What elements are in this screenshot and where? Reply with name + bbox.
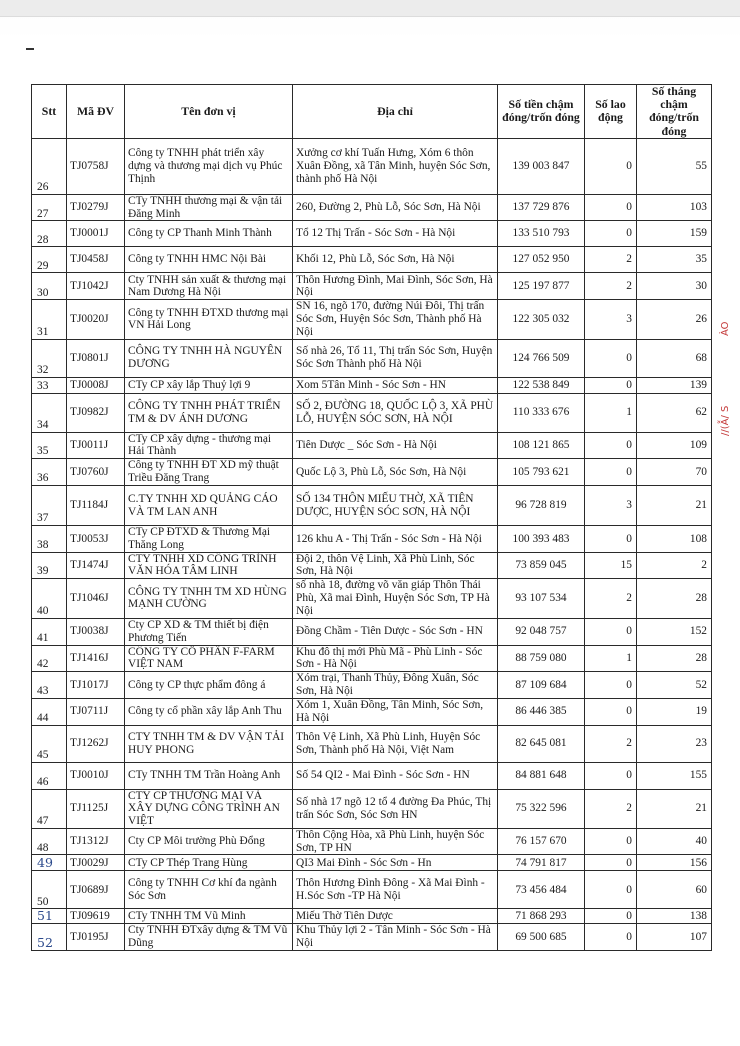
cell-name: C.TY TNHH XD QUẢNG CÁO VÀ TM LAN ANH	[125, 486, 293, 526]
cell-amount: 122 305 032	[498, 300, 585, 339]
cell-amount: 110 333 676	[498, 393, 585, 432]
cell-workers: 0	[585, 618, 637, 645]
cell-amount: 108 121 865	[498, 432, 585, 459]
cell-amount: 87 109 684	[498, 672, 585, 699]
cell-months: 103	[637, 194, 712, 221]
cell-code: TJ1046J	[67, 579, 125, 618]
cell-code: TJ0758J	[67, 138, 125, 194]
cell-name: CÔNG TY TNHH HÀ NGUYÊN DƯƠNG	[125, 339, 293, 377]
cell-workers: 0	[585, 871, 637, 909]
table-body	[32, 138, 712, 950]
cell-code: TJ1312J	[67, 828, 125, 855]
cell-amount: 86 446 385	[498, 699, 585, 726]
cell-code: TJ0020J	[67, 300, 125, 339]
cell-address: Khu đô thị mới Phù Mã - Phù Linh - Sóc Sơn - Hà Nội	[293, 645, 498, 672]
cell-months: 23	[637, 725, 712, 762]
cell-months: 68	[637, 339, 712, 377]
cell-address: Số nhà 17 ngõ 12 tổ 4 đường Đa Phúc, Thị trấn Sóc Sơn, Sóc Sơn HN	[293, 789, 498, 828]
cell-stt: 26	[32, 138, 67, 194]
cell-amount: 127 052 950	[498, 247, 585, 273]
cell-stt: 41	[32, 618, 67, 645]
cell-name: CTy CP Thép Trang Hùng	[125, 855, 293, 871]
header-row	[32, 85, 712, 139]
cell-stt: 37	[32, 486, 67, 526]
table-row	[32, 645, 712, 672]
cell-months: 19	[637, 699, 712, 726]
cell-name: Công ty TNHH phát triển xây dựng và thương mại dịch vụ Phúc Thịnh	[125, 138, 293, 194]
cell-name: Cty CP XD & TM thiết bị điện Phương Tiến	[125, 618, 293, 645]
cell-months: 2	[637, 552, 712, 579]
cell-workers: 2	[585, 789, 637, 828]
cell-amount: 82 645 081	[498, 725, 585, 762]
table-row	[32, 552, 712, 579]
header-name: Tên đơn vị	[125, 85, 293, 139]
cell-name: Cty TNHH ĐTxây dựng & TM Vũ Dũng	[125, 924, 293, 951]
cell-address: 126 khu A - Thị Trấn - Sóc Sơn - Hà Nội	[293, 526, 498, 553]
cell-workers: 0	[585, 194, 637, 221]
cell-workers: 3	[585, 486, 637, 526]
side-note-line1: ÀO	[720, 321, 731, 336]
table-row	[32, 672, 712, 699]
cell-code: TJ1474J	[67, 552, 125, 579]
header-stt: Stt	[32, 85, 67, 139]
scan-top-edge	[0, 0, 740, 17]
cell-name: CTy TNHH TM Trần Hoàng Anh	[125, 762, 293, 789]
cell-code: TJ0760J	[67, 459, 125, 486]
cell-workers: 0	[585, 909, 637, 924]
table-row	[32, 828, 712, 855]
cell-months: 109	[637, 432, 712, 459]
cell-months: 107	[637, 924, 712, 951]
cell-address: SỐ 134 THÔN MIẾU THỜ, XÃ TIÊN DƯỢC, HUYỆN SÓC SƠN, HÀ NỘI	[293, 486, 498, 526]
cell-amount: 76 157 670	[498, 828, 585, 855]
cell-stt: 39	[32, 552, 67, 579]
cell-address: số nhà 18, đường võ văn giáp Thôn Thái Phù, Xã mai Đình, Huyện Sóc Sơn, TP Hà Nội	[293, 579, 498, 618]
cell-stt: 50	[32, 871, 67, 909]
cell-stt: 49	[32, 855, 67, 871]
cell-name: CTy CP xây lắp Thuỷ lợi 9	[125, 377, 293, 393]
cell-months: 139	[637, 377, 712, 393]
cell-name: Công ty TNHH Cơ khí đa ngành Sóc Sơn	[125, 871, 293, 909]
table-row	[32, 855, 712, 871]
cell-stt: 52	[32, 924, 67, 951]
cell-months: 108	[637, 526, 712, 553]
cell-amount: 73 859 045	[498, 552, 585, 579]
cell-months: 156	[637, 855, 712, 871]
cell-amount: 137 729 876	[498, 194, 585, 221]
cell-stt: 36	[32, 459, 67, 486]
table-row	[32, 377, 712, 393]
cell-name: CTY TNHH XD CÔNG TRÌNH VĂN HÓA TÂM LINH	[125, 552, 293, 579]
cell-address: Quốc Lộ 3, Phù Lỗ, Sóc Sơn, Hà Nội	[293, 459, 498, 486]
cell-code: TJ0010J	[67, 762, 125, 789]
table-row	[32, 273, 712, 300]
cell-workers: 0	[585, 432, 637, 459]
cell-address: Tổ 12 Thị Trấn - Sóc Sơn - Hà Nội	[293, 221, 498, 247]
cell-code: TJ0195J	[67, 924, 125, 951]
table-row	[32, 459, 712, 486]
cell-months: 138	[637, 909, 712, 924]
cell-address: Xóm trại, Thanh Thủy, Đông Xuân, Sóc Sơn, Hà Nội	[293, 672, 498, 699]
header-amount: Số tiền chậm đóng/trốn đóng	[498, 85, 585, 139]
cell-code: TJ0029J	[67, 855, 125, 871]
cell-name: CÔNG TY TNHH PHÁT TRIỂN TM & DV ÁNH DƯƠNG	[125, 393, 293, 432]
cell-amount: 88 759 080	[498, 645, 585, 672]
scan-mark	[26, 48, 34, 50]
cell-amount: 139 003 847	[498, 138, 585, 194]
cell-workers: 0	[585, 699, 637, 726]
table-row	[32, 393, 712, 432]
cell-workers: 0	[585, 672, 637, 699]
cell-workers: 0	[585, 828, 637, 855]
table-row	[32, 579, 712, 618]
cell-code: TJ0011J	[67, 432, 125, 459]
cell-address: Khối 12, Phù Lỗ, Sóc Sơn, Hà Nội	[293, 247, 498, 273]
cell-address: Thôn Hương Đình, Mai Đình, Sóc Sơn, Hà Nội	[293, 273, 498, 300]
side-note-line2: //(Ẫ/ S	[720, 405, 731, 436]
cell-months: 62	[637, 393, 712, 432]
table-row	[32, 194, 712, 221]
cell-code: TJ0982J	[67, 393, 125, 432]
header-address: Địa chỉ	[293, 85, 498, 139]
cell-workers: 0	[585, 221, 637, 247]
cell-stt: 47	[32, 789, 67, 828]
cell-stt: 34	[32, 393, 67, 432]
table-row	[32, 247, 712, 273]
cell-code: TJ1125J	[67, 789, 125, 828]
cell-workers: 0	[585, 339, 637, 377]
cell-code: TJ0689J	[67, 871, 125, 909]
cell-address: Thôn Cộng Hòa, xã Phù Linh, huyện Sóc Sơn, TP HN	[293, 828, 498, 855]
table-row	[32, 924, 712, 951]
cell-amount: 74 791 817	[498, 855, 585, 871]
cell-stt: 28	[32, 221, 67, 247]
header-code: Mã ĐV	[67, 85, 125, 139]
cell-name: CTy TNHH thương mại & vận tải Đăng Minh	[125, 194, 293, 221]
table-row	[32, 725, 712, 762]
cell-stt: 35	[32, 432, 67, 459]
cell-months: 26	[637, 300, 712, 339]
cell-amount: 69 500 685	[498, 924, 585, 951]
cell-address: Đồng Chầm - Tiên Dược - Sóc Sơn - HN	[293, 618, 498, 645]
cell-months: 155	[637, 762, 712, 789]
cell-name: Công ty CP thực phẩm đông á	[125, 672, 293, 699]
cell-stt: 51	[32, 909, 67, 924]
cell-address: Tiên Dược _ Sóc Sơn - Hà Nội	[293, 432, 498, 459]
cell-amount: 96 728 819	[498, 486, 585, 526]
cell-amount: 125 197 877	[498, 273, 585, 300]
cell-workers: 0	[585, 762, 637, 789]
cell-amount: 84 881 648	[498, 762, 585, 789]
handwritten-side-note	[712, 308, 738, 438]
cell-workers: 1	[585, 393, 637, 432]
cell-address: Thôn Vệ Linh, Xã Phù Linh, Huyện Sóc Sơn, Thành phố Hà Nội, Việt Nam	[293, 725, 498, 762]
cell-months: 28	[637, 645, 712, 672]
cell-name: CÔNG TY TNHH TM XD HÙNG MẠNH CƯỜNG	[125, 579, 293, 618]
cell-code: TJ0711J	[67, 699, 125, 726]
cell-amount: 124 766 509	[498, 339, 585, 377]
cell-workers: 3	[585, 300, 637, 339]
cell-code: TJ0001J	[67, 221, 125, 247]
cell-name: CTy CP ĐTXD & Thương Mại Thăng Long	[125, 526, 293, 553]
cell-workers: 2	[585, 247, 637, 273]
cell-months: 28	[637, 579, 712, 618]
cell-amount: 122 538 849	[498, 377, 585, 393]
cell-stt: 42	[32, 645, 67, 672]
table-row	[32, 432, 712, 459]
cell-code: TJ0279J	[67, 194, 125, 221]
cell-months: 152	[637, 618, 712, 645]
cell-months: 52	[637, 672, 712, 699]
cell-address: 260, Đường 2, Phù Lỗ, Sóc Sơn, Hà Nội	[293, 194, 498, 221]
cell-address: Số 54 QI2 - Mai Đình - Sóc Sơn - HN	[293, 762, 498, 789]
cell-amount: 71 868 293	[498, 909, 585, 924]
cell-address: Xưởng cơ khí Tuấn Hưng, Xóm 6 thôn Xuân Đồng, xã Tân Minh, huyện Sóc Sơn, thành phố Hà Nội	[293, 138, 498, 194]
cell-amount: 105 793 621	[498, 459, 585, 486]
cell-stt: 33	[32, 377, 67, 393]
cell-name: Cty CP Môi trường Phù Đổng	[125, 828, 293, 855]
cell-workers: 0	[585, 138, 637, 194]
cell-code: TJ0801J	[67, 339, 125, 377]
cell-months: 21	[637, 789, 712, 828]
cell-stt: 30	[32, 273, 67, 300]
cell-code: TJ1042J	[67, 273, 125, 300]
cell-months: 159	[637, 221, 712, 247]
cell-stt: 44	[32, 699, 67, 726]
header-workers: Số lao động	[585, 85, 637, 139]
cell-amount: 75 322 596	[498, 789, 585, 828]
cell-stt: 48	[32, 828, 67, 855]
cell-workers: 0	[585, 526, 637, 553]
table-row	[32, 699, 712, 726]
table-row	[32, 909, 712, 924]
cell-stt: 29	[32, 247, 67, 273]
cell-months: 70	[637, 459, 712, 486]
table-row	[32, 221, 712, 247]
cell-code: TJ09619	[67, 909, 125, 924]
cell-name: Công ty cổ phần xây lắp Anh Thu	[125, 699, 293, 726]
table-row	[32, 300, 712, 339]
cell-months: 30	[637, 273, 712, 300]
cell-address: SN 16, ngõ 170, đường Núi Đôi, Thị trấn Sóc Sơn, Huyện Sóc Sơn, Thành phố Hà Nội	[293, 300, 498, 339]
cell-code: TJ0458J	[67, 247, 125, 273]
cell-stt: 43	[32, 672, 67, 699]
cell-stt: 31	[32, 300, 67, 339]
cell-code: TJ1184J	[67, 486, 125, 526]
cell-workers: 0	[585, 855, 637, 871]
cell-workers: 0	[585, 377, 637, 393]
cell-stt: 38	[32, 526, 67, 553]
cell-code: TJ0038J	[67, 618, 125, 645]
cell-amount: 100 393 483	[498, 526, 585, 553]
cell-code: TJ0008J	[67, 377, 125, 393]
table-row	[32, 789, 712, 828]
cell-stt: 27	[32, 194, 67, 221]
cell-stt: 40	[32, 579, 67, 618]
cell-code: TJ0053J	[67, 526, 125, 553]
cell-address: SỐ 2, ĐƯỜNG 18, QUỐC LỘ 3, XÃ PHÙ LỖ, HUYỆN SÓC SƠN, HÀ NỘI	[293, 393, 498, 432]
cell-code: TJ1017J	[67, 672, 125, 699]
table-row	[32, 526, 712, 553]
cell-address: Khu Thủy lợi 2 - Tân Minh - Sóc Sơn - Hà Nội	[293, 924, 498, 951]
cell-address: Xóm 1, Xuân Đồng, Tân Minh, Sóc Sơn, Hà Nội	[293, 699, 498, 726]
cell-name: Cty TNHH sản xuất & thương mại Nam Dương Hà Nội	[125, 273, 293, 300]
cell-address: Thôn Hương Đình Đông - Xã Mai Đình - H.Sóc Sơn -TP Hà Nội	[293, 871, 498, 909]
cell-name: Công ty CP Thanh Minh Thành	[125, 221, 293, 247]
cell-name: Công ty TNHH ĐT XD mỹ thuật Triều Đăng Trang	[125, 459, 293, 486]
cell-address: QI3 Mai Đình - Sóc Sơn - Hn	[293, 855, 498, 871]
table-row	[32, 762, 712, 789]
cell-name: CTY CP THƯƠNG MẠI VÀ XÂY DỰNG CÔNG TRÌNH AN VIỆT	[125, 789, 293, 828]
cell-amount: 93 107 534	[498, 579, 585, 618]
cell-workers: 1	[585, 645, 637, 672]
cell-workers: 2	[585, 579, 637, 618]
cell-name: CÔNG TY CỔ PHẦN F-FARM VIỆT NAM	[125, 645, 293, 672]
cell-stt: 32	[32, 339, 67, 377]
cell-address: Số nhà 26, Tổ 11, Thị trấn Sóc Sơn, Huyện Sóc Sơn Thành phố Hà Nội	[293, 339, 498, 377]
cell-months: 35	[637, 247, 712, 273]
debt-table	[31, 84, 712, 951]
cell-code: TJ1416J	[67, 645, 125, 672]
table-row	[32, 138, 712, 194]
cell-name: Công ty TNHH ĐTXD thương mại VN Hải Long	[125, 300, 293, 339]
cell-amount: 133 510 793	[498, 221, 585, 247]
cell-workers: 2	[585, 273, 637, 300]
cell-code: TJ1262J	[67, 725, 125, 762]
cell-stt: 46	[32, 762, 67, 789]
cell-months: 40	[637, 828, 712, 855]
cell-months: 55	[637, 138, 712, 194]
cell-stt: 45	[32, 725, 67, 762]
table-row	[32, 339, 712, 377]
cell-amount: 73 456 484	[498, 871, 585, 909]
cell-workers: 15	[585, 552, 637, 579]
cell-workers: 2	[585, 725, 637, 762]
cell-name: Công ty TNHH HMC Nội Bài	[125, 247, 293, 273]
cell-amount: 92 048 757	[498, 618, 585, 645]
cell-address: Miếu Thờ Tiên Dược	[293, 909, 498, 924]
table-row	[32, 486, 712, 526]
header-months: Số tháng chậm đóng/trốn đóng	[637, 85, 712, 139]
cell-months: 21	[637, 486, 712, 526]
cell-name: CTy TNHH TM Vũ Minh	[125, 909, 293, 924]
cell-address: Đội 2, thôn Vệ Linh, Xã Phù Linh, Sóc Sơn, Hà Nội	[293, 552, 498, 579]
table-row	[32, 618, 712, 645]
cell-workers: 0	[585, 924, 637, 951]
cell-name: CTY TNHH TM & DV VẬN TẢI HUY PHONG	[125, 725, 293, 762]
cell-workers: 0	[585, 459, 637, 486]
cell-address: Xom 5Tân Minh - Sóc Sơn - HN	[293, 377, 498, 393]
table-row	[32, 871, 712, 909]
cell-months: 60	[637, 871, 712, 909]
cell-name: CTy CP xây dựng - thương mại Hải Thành	[125, 432, 293, 459]
